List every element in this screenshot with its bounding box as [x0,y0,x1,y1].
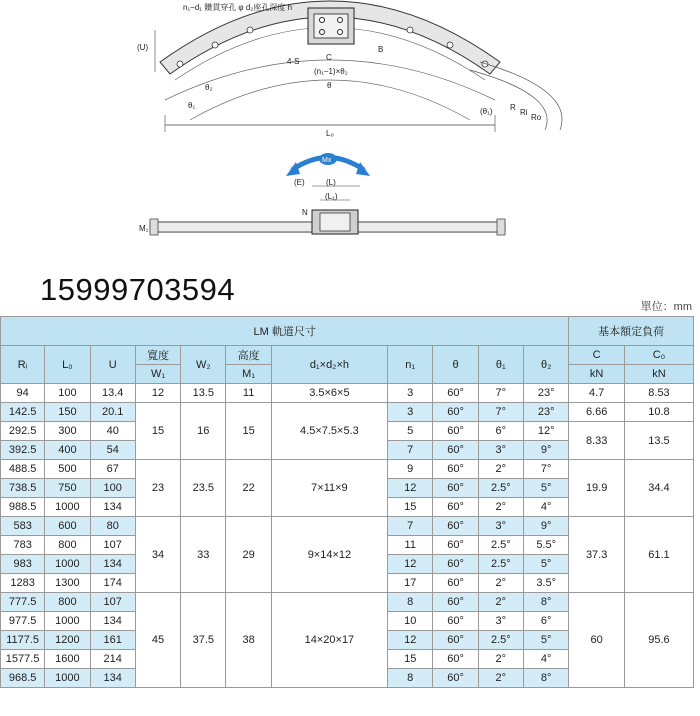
cell-theta: 60° [433,517,478,536]
cell-theta2: 7° [523,460,568,479]
col-m1: M₁ [226,365,271,384]
cell-ri: 583 [1,517,45,536]
l1-label: (L₁) [325,192,338,201]
cell-l0: 400 [45,441,90,460]
cell-theta2: 4° [523,498,568,517]
cell-ri: 392.5 [1,441,45,460]
cell-n1: 5 [388,422,433,441]
cell-theta2: 5° [523,479,568,498]
cell-n1: 17 [388,574,433,593]
cell-theta1: 2.5° [478,479,523,498]
cell-n1: 11 [388,536,433,555]
cell-theta: 60° [433,498,478,517]
cell-c: 37.3 [569,517,625,593]
cell-w2: 23.5 [181,460,226,517]
load-rating-header: 基本額定負荷 [569,317,694,346]
cell-w2: 33 [181,517,226,593]
cell-ri: 142.5 [1,403,45,422]
cell-l0: 500 [45,460,90,479]
cell-ri: 292.5 [1,422,45,441]
cell-theta1: 2° [478,669,523,688]
width-header: 寬度 [135,346,180,365]
unit-label: 單位：mm [640,301,692,313]
cell-u: 134 [90,555,135,574]
cell-c0: 8.53 [624,384,693,403]
cell-theta2: 5° [523,631,568,650]
cell-ri: 783 [1,536,45,555]
cell-u: 134 [90,498,135,517]
cell-theta1: 2° [478,574,523,593]
col-theta: θ [433,346,478,384]
cell-theta1: 7° [478,384,523,403]
theta1-right-label: (θ₁) [480,107,493,116]
cell-theta: 60° [433,479,478,498]
cell-ri: 968.5 [1,669,45,688]
cell-u: 107 [90,593,135,612]
cell-l0: 150 [45,403,90,422]
cell-theta2: 23° [523,403,568,422]
cell-theta1: 3° [478,612,523,631]
cell-c0: 95.6 [624,593,693,688]
cell-l0: 1600 [45,650,90,669]
cell-theta: 60° [433,669,478,688]
mx-label: Mx [322,157,332,164]
cell-d: 3.5×6×5 [271,384,387,403]
cell-theta1: 2° [478,650,523,669]
b-label: B [378,45,384,54]
u-label: (U) [137,43,149,52]
cell-w1: 34 [135,517,180,593]
table-row [1,403,694,422]
cell-w1: 23 [135,460,180,517]
cell-l0: 1000 [45,498,90,517]
e-label: (E) [294,178,305,187]
cell-theta2: 9° [523,441,568,460]
col-d: d₁×d₂×h [271,346,387,384]
phone-number: 15999703594 [40,272,236,307]
cell-ri: 988.5 [1,498,45,517]
cell-l0: 100 [45,384,90,403]
spec-table [0,316,694,688]
cell-d: 7×11×9 [271,460,387,517]
col-w1: W₁ [135,365,180,384]
cell-w2: 37.5 [181,593,226,688]
cell-w2: 13.5 [181,384,226,403]
cell-l0: 800 [45,593,90,612]
cell-theta2: 8° [523,593,568,612]
cell-l0: 1000 [45,612,90,631]
rail-drawing [0,0,700,255]
cell-theta: 60° [433,441,478,460]
cell-u: 107 [90,536,135,555]
cell-w1: 45 [135,593,180,688]
cell-m1: 38 [226,593,271,688]
cell-u: 20.1 [90,403,135,422]
table-row [1,517,694,536]
unit-kn-c0: kN [624,365,693,384]
cell-theta2: 3.5° [523,574,568,593]
cell-u: 54 [90,441,135,460]
cell-ri: 777.5 [1,593,45,612]
pitch-label: (n₁−1)×θ₂ [314,67,348,76]
n-label: N [302,208,308,217]
r-label: R [510,103,516,112]
cell-l0: 1000 [45,669,90,688]
cell-m1: 15 [226,403,271,460]
cell-theta: 60° [433,631,478,650]
cell-w1: 12 [135,384,180,403]
unit-kn-c: kN [569,365,625,384]
cell-c0: 61.1 [624,517,693,593]
cell-m1: 11 [226,384,271,403]
cell-u: 80 [90,517,135,536]
cell-n1: 7 [388,441,433,460]
cell-ri: 1577.5 [1,650,45,669]
cell-theta2: 5° [523,555,568,574]
cell-l0: 1300 [45,574,90,593]
cell-c: 6.66 [569,403,625,422]
cell-n1: 10 [388,612,433,631]
cell-theta: 60° [433,384,478,403]
cell-l0: 300 [45,422,90,441]
cell-n1: 15 [388,650,433,669]
cell-c0: 34.4 [624,460,693,517]
col-l0: L₀ [45,346,90,384]
cell-theta1: 6° [478,422,523,441]
ri-label: Ri [520,108,528,117]
col-n1: n₁ [388,346,433,384]
cell-theta: 60° [433,460,478,479]
ro-label: Ro [531,113,542,122]
cell-ri: 1283 [1,574,45,593]
cell-l0: 800 [45,536,90,555]
cell-n1: 12 [388,555,433,574]
cell-n1: 7 [388,517,433,536]
cell-l0: 1000 [45,555,90,574]
cell-d: 9×14×12 [271,517,387,593]
cell-u: 100 [90,479,135,498]
cell-theta2: 8° [523,669,568,688]
cell-n1: 9 [388,460,433,479]
theta-label: θ [327,81,332,90]
cell-ri: 1177.5 [1,631,45,650]
col-u: U [90,346,135,384]
col-theta2: θ₂ [523,346,568,384]
cell-l0: 1200 [45,631,90,650]
cell-theta: 60° [433,574,478,593]
cell-ri: 94 [1,384,45,403]
cell-ri: 983 [1,555,45,574]
cell-n1: 12 [388,631,433,650]
cell-theta: 60° [433,650,478,669]
cell-theta: 60° [433,536,478,555]
cell-ri: 977.5 [1,612,45,631]
cell-theta1: 2.5° [478,555,523,574]
cell-u: 13.4 [90,384,135,403]
cell-theta2: 5.5° [523,536,568,555]
col-c: C [569,346,625,365]
cell-u: 40 [90,422,135,441]
cell-theta1: 2° [478,460,523,479]
lm-rail-dim-header: LM 軌道尺寸 [1,317,569,346]
cell-n1: 8 [388,593,433,612]
cell-l0: 600 [45,517,90,536]
cell-u: 134 [90,669,135,688]
cell-n1: 3 [388,384,433,403]
cell-d: 4.5×7.5×5.3 [271,403,387,460]
cell-n1: 12 [388,479,433,498]
table-row [1,593,694,612]
col-ri: Rᵢ [1,346,45,384]
cell-c0: 10.8 [624,403,693,422]
table-row [1,384,694,403]
theta1-left-label: θ₁ [188,101,196,110]
cell-theta1: 2.5° [478,631,523,650]
cell-theta2: 4° [523,650,568,669]
cell-u: 67 [90,460,135,479]
cell-theta1: 7° [478,403,523,422]
cell-l0: 750 [45,479,90,498]
cell-theta: 60° [433,403,478,422]
l-label: (L) [326,178,336,187]
col-c0: C₀ [624,346,693,365]
cell-c: 8.33 [569,422,625,460]
cell-u: 161 [90,631,135,650]
c-label: C [326,53,332,62]
cell-w2: 16 [181,403,226,460]
cell-n1: 8 [388,669,433,688]
s-label: 4-S [287,57,300,66]
cell-theta: 60° [433,612,478,631]
cell-theta2: 23° [523,384,568,403]
cell-theta: 60° [433,422,478,441]
cell-m1: 22 [226,460,271,517]
cell-theta2: 9° [523,517,568,536]
l0-label: L₀ [326,129,334,138]
cell-theta2: 12° [523,422,568,441]
cell-theta1: 3° [478,517,523,536]
cell-theta1: 2° [478,498,523,517]
hole-note-label: n₁−d₁ 鑽貫穿孔 φ d₂座孔深度 h [183,3,293,12]
cell-m1: 29 [226,517,271,593]
cell-c0: 13.5 [624,422,693,460]
cell-n1: 3 [388,403,433,422]
cell-ri: 488.5 [1,460,45,479]
cell-d: 14×20×17 [271,593,387,688]
cell-c: 4.7 [569,384,625,403]
m1-label: M₁ [139,224,149,233]
cell-theta: 60° [433,555,478,574]
col-w2: W₂ [181,346,226,384]
cell-c: 60 [569,593,625,688]
col-theta1: θ₁ [478,346,523,384]
theta2-label: θ₂ [205,83,213,92]
height-header: 高度 [226,346,271,365]
cell-theta1: 2.5° [478,536,523,555]
cell-theta2: 6° [523,612,568,631]
cell-theta: 60° [433,593,478,612]
cell-u: 214 [90,650,135,669]
cell-u: 134 [90,612,135,631]
cell-theta1: 2° [478,593,523,612]
cell-n1: 15 [388,498,433,517]
table-row [1,460,694,479]
cell-u: 174 [90,574,135,593]
cell-w1: 15 [135,403,180,460]
cell-c: 19.9 [569,460,625,517]
cell-theta1: 3° [478,441,523,460]
cell-ri: 738.5 [1,479,45,498]
